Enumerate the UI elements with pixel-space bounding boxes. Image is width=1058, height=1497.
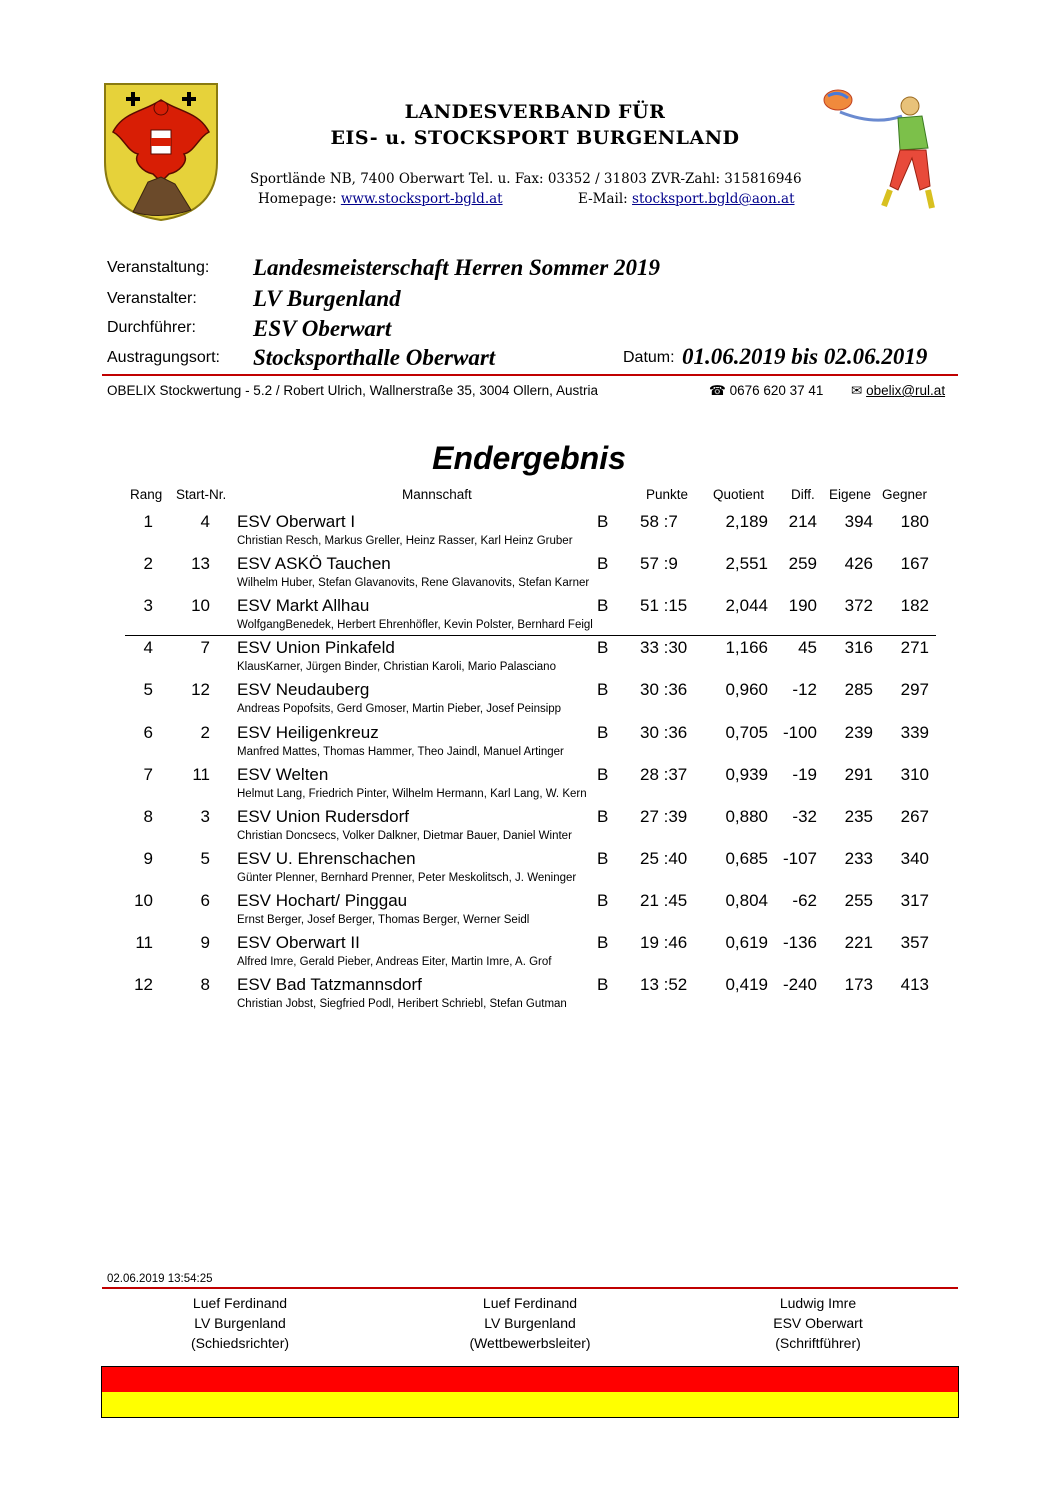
table-row (0, 891, 1058, 933)
qualification-cutoff-line (125, 635, 936, 636)
signature-role: (Schriftführer) (775, 1335, 861, 1351)
diff-cell: -62 (792, 891, 817, 910)
col-header-start: Start-Nr. (176, 487, 227, 502)
envelope-icon: ✉ (851, 383, 863, 398)
gegner-cell: 317 (900, 891, 929, 910)
start-cell: 10 (191, 596, 210, 615)
punkte-cell: 13 :52 (640, 975, 688, 994)
diff-cell: -240 (782, 975, 817, 994)
gegner-cell: 271 (900, 638, 929, 657)
punkte-cell: 21 :45 (640, 891, 688, 910)
punkte-cell: 58 :7 (640, 512, 678, 531)
gegner-cell: 357 (900, 933, 929, 952)
rang-cell: 6 (143, 723, 153, 742)
software-credit: OBELIX Stockwertung - 5.2 / Robert Ulrich, Wallnerstraße 35, 3004 Ollern, Austria (107, 383, 598, 398)
klasse-cell: B (597, 723, 609, 742)
start-cell: 11 (192, 765, 210, 784)
footer-divider (102, 1287, 958, 1289)
signature-block-schriftfuehrer (688, 1293, 948, 1353)
punkte-cell: 19 :46 (640, 933, 688, 952)
eigene-cell: 239 (844, 723, 873, 742)
rang-cell: 1 (143, 512, 153, 531)
eigene-cell: 291 (844, 765, 873, 784)
gegner-cell: 180 (900, 512, 929, 531)
team-cell: ESV Markt Allhau (237, 596, 370, 615)
diff-cell: -107 (782, 849, 817, 868)
team-members: Christian Doncsecs, Volker Dalkner, Dietmar Bauer, Daniel Winter (237, 830, 572, 842)
start-cell: 12 (191, 680, 210, 699)
punkte-cell: 27 :39 (640, 807, 688, 826)
rang-cell: 3 (143, 596, 153, 615)
diff-cell: 259 (788, 554, 817, 573)
team-cell: ESV Union Rudersdorf (237, 807, 409, 826)
punkte-cell: 28 :37 (640, 765, 688, 784)
veranstalter-label: Veranstalter: (107, 290, 197, 307)
start-cell: 7 (200, 638, 210, 657)
eigene-cell: 173 (844, 975, 873, 994)
team-cell: ESV Hochart/ Pinggau (237, 891, 408, 910)
table-row (0, 512, 1058, 554)
quotient-cell: 0,685 (725, 849, 768, 868)
quotient-cell: 2,551 (725, 554, 768, 573)
datum-label: Datum: (623, 349, 675, 366)
team-members: KlausKarner, Jürgen Binder, Christian Karoli, Mario Palasciano (237, 661, 556, 673)
team-members: Alfred Imre, Gerald Pieber, Andreas Eiter, Martin Imre, A. Grof (237, 956, 552, 968)
eigene-cell: 394 (844, 512, 873, 531)
durchfuehrer-value: ESV Oberwart (253, 316, 392, 341)
rang-cell: 5 (143, 680, 153, 699)
gegner-cell: 413 (900, 975, 929, 994)
team-members: Andreas Popofsits, Gerd Gmoser, Martin Pieber, Josef Peinsipp (237, 703, 562, 715)
rang-cell: 9 (143, 849, 153, 868)
punkte-cell: 30 :36 (640, 680, 688, 699)
start-cell: 13 (191, 554, 210, 573)
start-cell: 5 (200, 849, 210, 868)
team-cell: ESV Union Pinkafeld (237, 638, 395, 657)
table-row (0, 680, 1058, 722)
punkte-cell: 25 :40 (640, 849, 688, 868)
col-header-rang: Rang (130, 487, 163, 502)
homepage-link[interactable]: www.stocksport-bgld.at (340, 191, 503, 207)
quotient-cell: 2,189 (725, 512, 768, 531)
austragungsort-label: Austragungsort: (107, 349, 220, 366)
org-address: Sportlände NB, 7400 Oberwart Tel. u. Fax: 03352 / 31803 ZVR-Zahl: 315816946 (250, 171, 802, 187)
klasse-cell: B (597, 765, 609, 784)
quotient-cell: 0,619 (725, 933, 768, 952)
diff-cell: -100 (782, 723, 817, 742)
signature-role: (Schiedsrichter) (190, 1335, 290, 1351)
table-row (0, 723, 1058, 765)
diff-cell: 190 (788, 596, 817, 615)
start-cell: 8 (200, 975, 210, 994)
klasse-cell: B (597, 975, 609, 994)
team-members: Helmut Lang, Friedrich Pinter, Wilhelm Hermann, Karl Lang, W. Kern (237, 788, 587, 800)
diff-cell: -32 (792, 807, 817, 826)
klasse-cell: B (597, 596, 609, 615)
eigene-cell: 235 (844, 807, 873, 826)
team-cell: ESV Heiligenkreuz (237, 723, 379, 742)
team-cell: ESV Oberwart II (237, 933, 360, 952)
team-members: Wilhelm Huber, Stefan Glavanovits, Rene Glavanovits, Stefan Karner (237, 577, 590, 589)
signature-block-wettbewerbsleiter (400, 1293, 660, 1353)
table-row (0, 765, 1058, 807)
eigene-cell: 255 (844, 891, 873, 910)
quotient-cell: 1,166 (725, 638, 768, 657)
punkte-cell: 51 :15 (640, 596, 688, 615)
quotient-cell: 0,939 (725, 765, 768, 784)
page-title: Endergebnis (432, 440, 626, 476)
team-cell: ESV Bad Tatzmannsdorf (237, 975, 422, 994)
punkte-cell: 57 :9 (640, 554, 678, 573)
rang-cell: 7 (143, 765, 153, 784)
org-email-label: E-Mail: (578, 191, 628, 207)
flag-yellow-stripe (102, 1392, 958, 1417)
table-row (0, 849, 1058, 891)
veranstalter-value: LV Burgenland (253, 286, 401, 311)
diff-cell: -136 (782, 933, 817, 952)
eigene-cell: 426 (844, 554, 873, 573)
start-cell: 3 (200, 807, 210, 826)
diff-cell: -12 (792, 680, 817, 699)
klasse-cell: B (597, 638, 609, 657)
contact-email (851, 383, 945, 399)
rang-cell: 10 (134, 891, 153, 910)
col-header-punkte: Punkte (646, 487, 689, 502)
signature-name: Luef Ferdinand (482, 1295, 578, 1311)
homepage-label: Homepage: (258, 191, 337, 207)
table-row (0, 807, 1058, 849)
eigene-cell: 221 (844, 933, 873, 952)
diff-cell: -19 (792, 765, 817, 784)
signature-org: ESV Oberwart (773, 1315, 863, 1331)
gegner-cell: 339 (900, 723, 929, 742)
klasse-cell: B (597, 849, 609, 868)
table-row (0, 638, 1058, 680)
datum-value: 01.06.2019 bis 02.06.2019 (682, 344, 928, 369)
durchfuehrer-label: Durchführer: (107, 319, 196, 336)
quotient-cell: 0,880 (725, 807, 768, 826)
signature-role: (Wettbewerbsleiter) (469, 1335, 591, 1351)
signature-org: LV Burgenland (484, 1315, 576, 1331)
veranstaltung-value: Landesmeisterschaft Herren Sommer 2019 (253, 255, 660, 280)
gegner-cell: 340 (900, 849, 929, 868)
team-cell: ESV ASKÖ Tauchen (237, 554, 391, 573)
start-cell: 6 (200, 891, 210, 910)
contact-email-link[interactable]: obelix@rul.at (866, 383, 946, 398)
flag-red-stripe (102, 1367, 958, 1392)
klasse-cell: B (597, 891, 609, 910)
signature-name: Luef Ferdinand (192, 1295, 288, 1311)
print-timestamp: 02.06.2019 13:54:25 (107, 1273, 213, 1285)
diff-cell: 214 (788, 512, 817, 531)
org-email-line (578, 191, 795, 207)
burgenland-flag-banner (101, 1366, 959, 1418)
eigene-cell: 316 (844, 638, 873, 657)
coat-of-arms-icon (103, 82, 219, 222)
punkte-cell: 33 :30 (640, 638, 688, 657)
start-cell: 4 (200, 512, 210, 531)
team-members: Christian Jobst, Siegfried Podl, Heribert Schriebl, Stefan Gutman (237, 998, 567, 1010)
rang-cell: 8 (143, 807, 153, 826)
team-members: Manfred Mattes, Thomas Hammer, Theo Jaindl, Manuel Artinger (237, 746, 564, 758)
quotient-cell: 0,960 (725, 680, 768, 699)
rang-cell: 11 (135, 933, 153, 952)
signature-block-schiedsrichter (110, 1293, 370, 1353)
quotient-cell: 0,705 (725, 723, 768, 742)
eigene-cell: 372 (844, 596, 873, 615)
org-email-link[interactable]: stocksport.bgld@aon.at (632, 191, 795, 207)
gegner-cell: 167 (900, 554, 929, 573)
austragungsort-value: Stocksporthalle Oberwart (253, 345, 496, 370)
rang-cell: 4 (143, 638, 153, 657)
veranstaltung-label: Veranstaltung: (107, 259, 210, 276)
header-divider (102, 374, 958, 376)
team-cell: ESV Welten (237, 765, 329, 784)
org-name-line1: LANDESVERBAND FÜR (404, 101, 666, 123)
team-cell: ESV Oberwart I (237, 512, 356, 531)
rang-cell: 2 (143, 554, 153, 573)
klasse-cell: B (597, 680, 609, 699)
homepage-line (258, 191, 503, 207)
col-header-team: Mannschaft (402, 487, 472, 502)
team-cell: ESV U. Ehrenschachen (237, 849, 416, 868)
table-row (0, 554, 1058, 596)
gegner-cell: 267 (900, 807, 929, 826)
team-members: Günter Plenner, Bernhard Prenner, Peter Meskolitsch, J. Weninger (237, 872, 577, 884)
col-header-gegner: Gegner (882, 487, 928, 502)
table-row (0, 975, 1058, 1017)
team-cell: ESV Neudauberg (237, 680, 370, 699)
diff-cell: 45 (798, 638, 817, 657)
table-row (0, 596, 1058, 638)
quotient-cell: 0,804 (725, 891, 768, 910)
quotient-cell: 0,419 (725, 975, 768, 994)
eigene-cell: 285 (844, 680, 873, 699)
klasse-cell: B (597, 512, 609, 531)
col-header-quotient: Quotient (713, 487, 765, 502)
punkte-cell: 30 :36 (640, 723, 688, 742)
gegner-cell: 182 (900, 596, 929, 615)
stocksport-player-icon (820, 86, 955, 216)
eigene-cell: 233 (844, 849, 873, 868)
rang-cell: 12 (134, 975, 153, 994)
klasse-cell: B (597, 807, 609, 826)
klasse-cell: B (597, 554, 609, 573)
phone-number: ☎ 0676 620 37 41 (709, 383, 824, 398)
start-cell: 9 (200, 933, 210, 952)
signature-name: Ludwig Imre (779, 1295, 857, 1311)
start-cell: 2 (200, 723, 210, 742)
col-header-eigene: Eigene (829, 487, 872, 502)
team-members: Ernst Berger, Josef Berger, Thomas Berger, Werner Seidl (237, 914, 530, 926)
signature-org: LV Burgenland (194, 1315, 286, 1331)
col-header-diff: Diff. (791, 487, 815, 502)
team-members: Christian Resch, Markus Greller, Heinz Rasser, Karl Heinz Gruber (237, 535, 573, 547)
quotient-cell: 2,044 (725, 596, 768, 615)
team-members: WolfgangBenedek, Herbert Ehrenhöfler, Kevin Polster, Bernhard Feigl (237, 619, 593, 631)
gegner-cell: 310 (900, 765, 929, 784)
org-name-line2: EIS- u. STOCKSPORT BURGENLAND (330, 127, 740, 149)
klasse-cell: B (597, 933, 609, 952)
table-row (0, 933, 1058, 975)
gegner-cell: 297 (900, 680, 929, 699)
